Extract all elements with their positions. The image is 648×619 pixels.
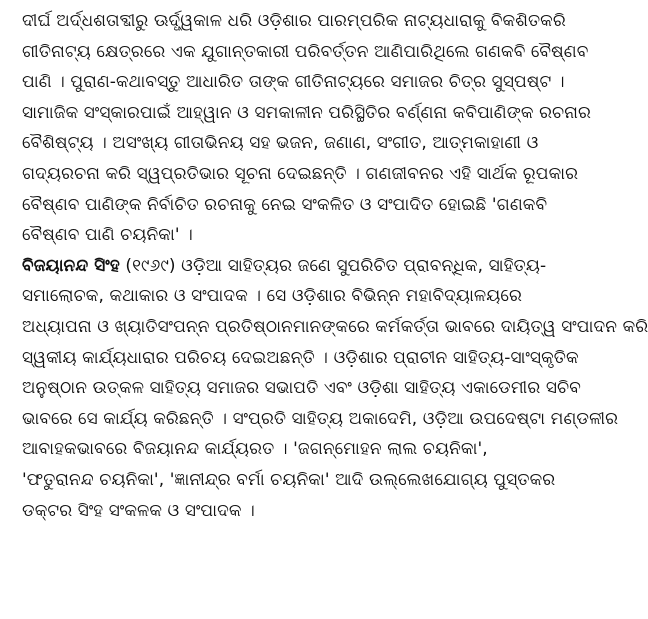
text-line: ପାଣି । ପୁରାଣ-କଥାବସ୍ତୁ ଆଧାରିତ ତାଙ୍କ ଗୀତିନାଟ୍ୟରେ ସମାଜର ଚିତ୍ର ସୁସ୍ପଷ୍ଟ । <box>22 72 565 93</box>
text-line: ଭାବରେ ସେ କାର୍ଯ୍ୟ କରିଛନ୍ତି । ସଂପ୍ରତି ସାହିତ୍ୟ ଅକାଦେମି, ଓଡ଼ିଆ ଉପଦେଷ୍ଟା ମଣ୍ଡଳୀର <box>22 408 619 429</box>
text-line <box>22 251 582 282</box>
text-line: ଗଦ୍ୟରଚନା କରି ସ୍ୱପ୍ରତିଭାର ସୂଚନା ଦେଇଛନ୍ତି । ଗଣଜୀବନର ଏହି ସାର୍ଥକ ରୂପକାର <box>22 163 579 184</box>
text-line: ଡକ୍ଟର ସିଂହ ସଂକଳକ ଓ ସଂପାଦକ । <box>22 500 255 521</box>
text-line: ଦୀର୍ଘ ଅର୍ଦ୍ଧଶତାବ୍ଦୀରୁ ଊର୍ଦ୍ଧ୍ୱକାଳ ଧରି ଓଡ଼ିଶାର ପାରମ୍ପରିକ ନାଟ୍ୟଧାରାକୁ ବିକଶିତକରି <box>22 11 566 31</box>
text-line: ବୈଷ୍ଣବ ପାଣି ଚୟନିକା' । <box>22 225 193 246</box>
text-line: ବୈଷ୍ଣବ ପାଣିଙ୍କ ନିର୍ବାଚିତ ରଚନାକୁ ନେଇ ସଂକଳିତ ଓ ସଂପାଦିତ ହୋଇଛି 'ଗଣକବି <box>22 194 548 215</box>
editor-name: ବିଜୟାନନ୍ଦ ସିଂହ <box>22 255 120 276</box>
text-line: ବୈଶିଷ୍ଟ୍ୟ । ଅସଂଖ୍ୟ ଗୀତାଭିନୟ ସହ ଭଜନ, ଜଣାଣ, ସଂଗୀତ, ଆତ୍ମକାହାଣୀ ଓ <box>22 133 539 154</box>
paragraph-author-vaishnav-pani <box>22 6 591 251</box>
text-line: 'ଫତୁରାନନ୍ଦ ଚୟନିକା', 'ଜ୍ଞାନୀନ୍ଦ୍ର ବର୍ମା ଚୟନିକା' ଆଦି ଉଲ୍ଲେଖଯୋଗ୍ୟ ପୁସ୍ତକର <box>22 469 556 490</box>
text-line: ଆବାହକଭାବରେ ବିଜୟାନନ୍ଦ କାର୍ଯ୍ୟରତ । 'ଜଗନ୍ମୋହନ ଲାଲ ଚୟନିକା', <box>22 439 488 460</box>
text-line: ଗୀତିନାଟ୍ୟ କ୍ଷେତ୍ରରେ ଏକ ଯୁଗାନ୍ତକାରୀ ପରିବର୍ତ୍ତନ ଆଣିପାରିଥିଲେ ଗଣକବି ବୈଷ୍ଣବ <box>22 41 589 62</box>
text-line: ସାମାଜିକ ସଂସ୍କାରପାଇଁ ଆହ୍ୱାନ ଓ ସମକାଳୀନ ପରିସ୍ଥିତିର ବର୍ଣ୍ଣନା କବିପାଣିଙ୍କ ରଚନାର <box>22 102 591 123</box>
paragraph-editor-bijayananda-singh <box>22 251 648 526</box>
text-line: ଅନୁଷ୍ଠାନ ଉତ୍କଳ ସାହିତ୍ୟ ସମାଜର ସଭାପତି ଏବଂ ଓଡ଼ିଶା ସାହିତ୍ୟ ଏକାଡେମୀର ସଚିବ <box>22 378 581 399</box>
text-line: ସ୍ୱକୀୟ କାର୍ଯ୍ୟଧାରାର ପରିଚୟ ଦେଇଅଛନ୍ତି । ଓଡ଼ିଶାର ପ୍ରାଚୀନ ସାହିତ୍ୟ-ସାଂସ୍କୃତିକ <box>22 347 579 368</box>
text-line: ଅଧ୍ୟାପନା ଓ ଖ୍ୟାତିସଂପନ୍ନ ପ୍ରତିଷ୍ଠାନମାନଙ୍କରେ କର୍ମକର୍ତ୍ତା ଭାବରେ ଦାୟିତ୍ୱ ସଂପାଦନ କରି <box>22 316 648 337</box>
text-line: ସମାଲୋଚକ, କଥାକାର ଓ ସଂପାଦକ । ସେ ଓଡ଼ିଶାର ବିଭିନ୍ନ ମହାବିଦ୍ୟାଳୟରେ <box>22 286 522 307</box>
document-page <box>22 6 648 526</box>
text-line-rest: (୧୯୬୯) ଓଡ଼ିଆ ସାହିତ୍ୟର ଜଣେ ସୁପରିଚିତ ପ୍ରାବନ୍ଧିକ, ସାହିତ୍ୟ- <box>119 255 547 276</box>
